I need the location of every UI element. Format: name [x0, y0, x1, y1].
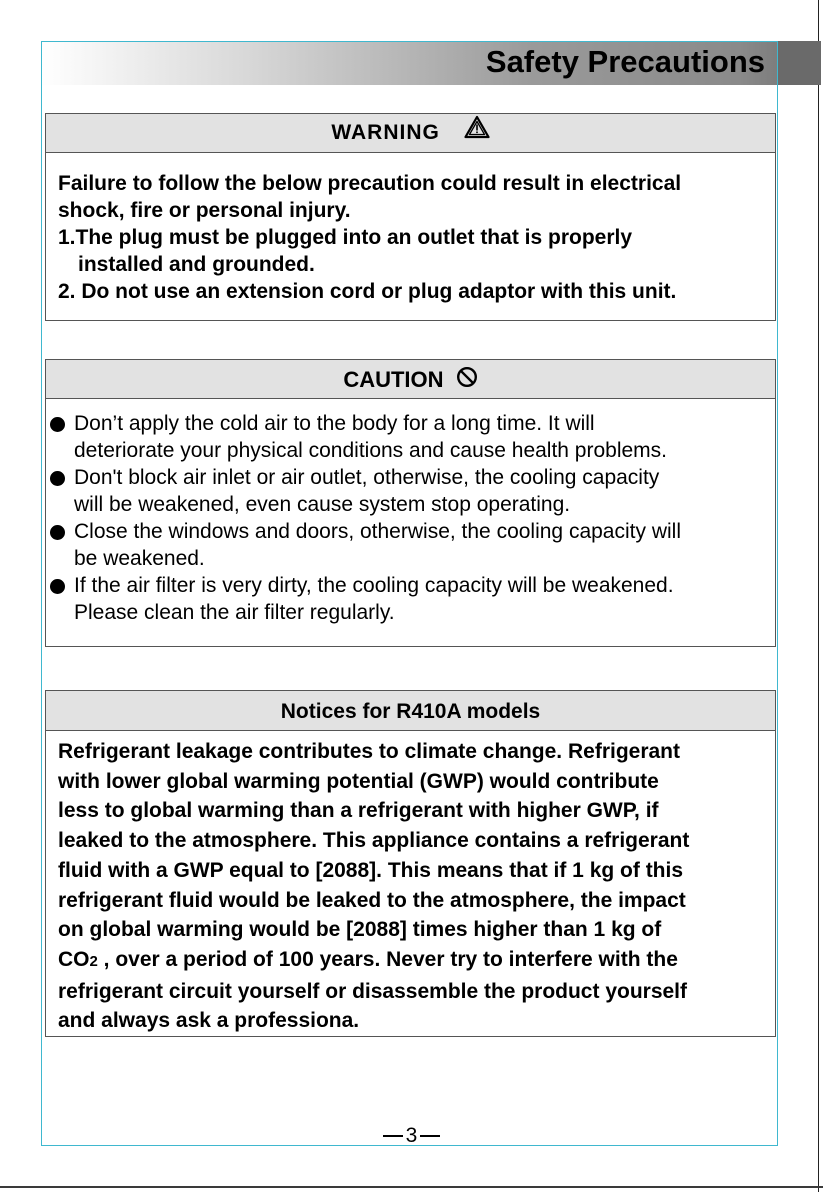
caution-header [45, 359, 776, 399]
notice-line: Refrigerant leakage contributes to climate change. Refrigerant [58, 740, 681, 763]
warning-triangle-icon [464, 114, 490, 152]
dash-left [383, 1135, 403, 1137]
warning-line: installed and grounded. [78, 253, 315, 276]
dash-right [420, 1135, 440, 1137]
notice-header [45, 690, 776, 731]
caution-heading: CAUTION [343, 367, 444, 392]
warning-line: 1.The plug must be plugged into an outlet that is properly [58, 226, 633, 249]
warning-heading: WARNING [331, 121, 440, 144]
notice-line: less to global warming than a refrigerant with higher GWP, if [58, 799, 659, 823]
notice-line: fluid with a GWP equal to [2088]. This means that if 1 kg of this [58, 858, 684, 882]
notice-line: refrigerant circuit yourself or disassemble the product yourself [58, 979, 688, 1003]
notice-line: with lower global warming potential (GWP) would contribute [58, 769, 659, 793]
notice-text [58, 737, 689, 1036]
bullet-icon [50, 471, 65, 486]
caution-line: If the air filter is very dirty, the cooling capacity will be weakened. [74, 574, 674, 597]
page-edge-line [818, 0, 819, 1192]
bullet-icon [50, 579, 65, 594]
warning-header [45, 113, 776, 153]
caution-line: Close the windows and doors, otherwise, the cooling capacity will [74, 520, 681, 543]
bullet-icon [50, 525, 65, 540]
notice-heading: Notices for R410A models [280, 700, 541, 723]
warning-line: shock, fire or personal injury. [58, 199, 351, 222]
caution-line: Don’t apply the cold air to the body for a long time. It will [74, 412, 595, 435]
page-number [0, 1124, 823, 1148]
caution-item [50, 410, 667, 464]
warning-line: Failure to follow the below precaution could result in electrical [58, 172, 682, 195]
warning-text [58, 170, 681, 305]
caution-item [50, 518, 681, 572]
caution-line: will be weakened, even cause system stop operating. [74, 493, 571, 516]
caution-line: Don't block air inlet or air outlet, otherwise, the cooling capacity [74, 466, 660, 489]
notice-line: leaked to the atmosphere. This appliance contains a refrigerant [58, 829, 690, 853]
page-number-value: 3 [405, 1124, 418, 1147]
notice-line: on global warming would be [2088] times higher than 1 kg of [58, 918, 662, 942]
caution-item [50, 572, 674, 626]
page-title: Safety Precautions [485, 44, 765, 79]
title-bar-end [778, 41, 821, 85]
caution-line: deteriorate your physical conditions and cause health problems. [74, 439, 668, 462]
notice-line: refrigerant fluid would be leaked to the atmosphere, the impact [58, 888, 686, 912]
bullet-icon [50, 417, 65, 432]
page-bottom-line [0, 1186, 823, 1188]
caution-line: Please clean the air filter regularly. [74, 601, 395, 624]
prohibited-icon [456, 361, 478, 401]
notice-line: CO2 , over a period of 100 years. Never try to interfere with the [58, 947, 678, 971]
warning-line: 2. Do not use an extension cord or plug adaptor with this unit. [58, 280, 677, 303]
notice-line: and always ask a professiona. [58, 1009, 360, 1033]
caution-item [50, 464, 659, 518]
caution-line: be weakened. [74, 547, 205, 570]
